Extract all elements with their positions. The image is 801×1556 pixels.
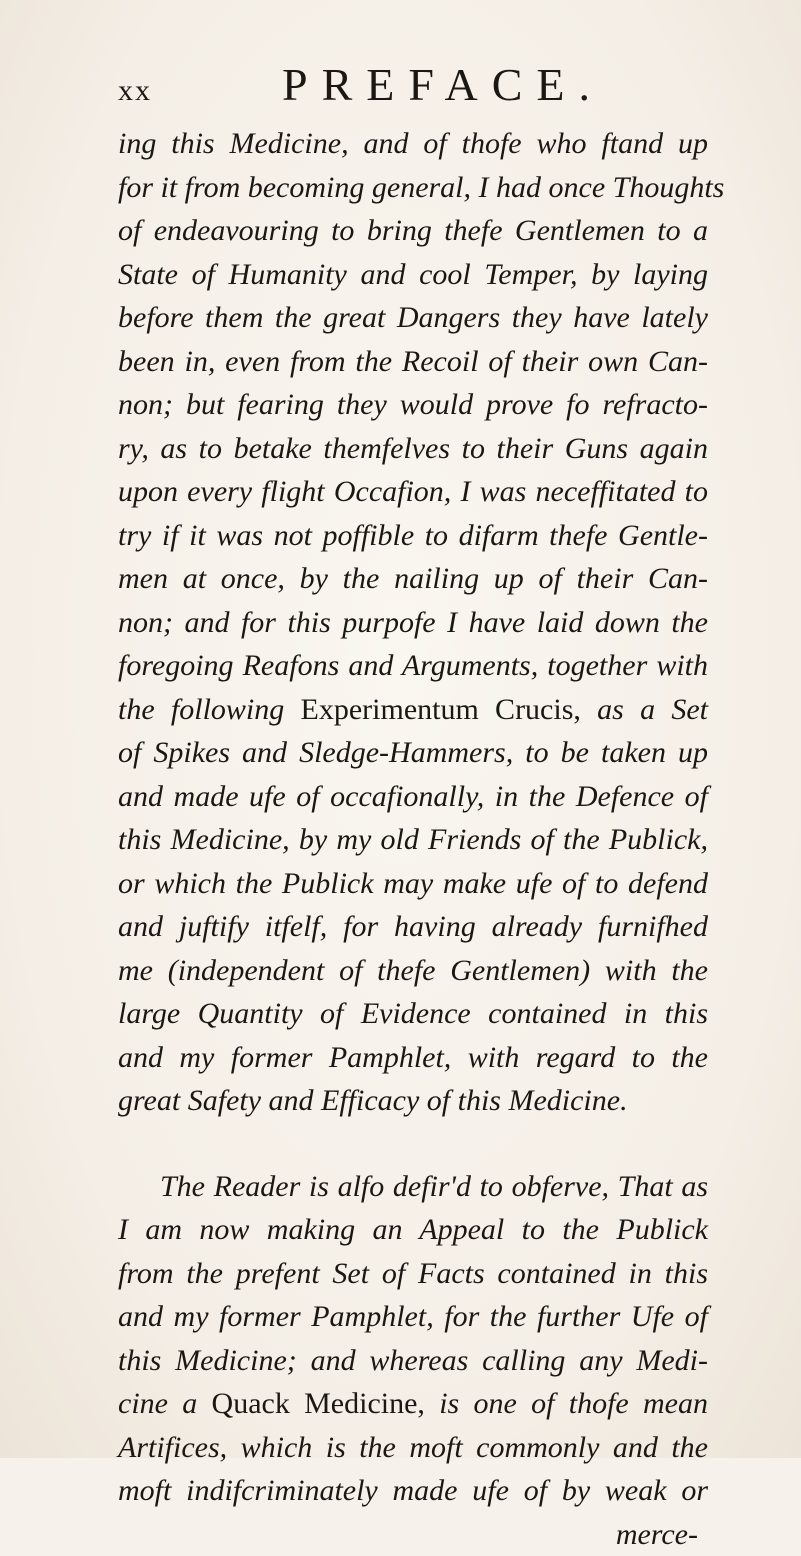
text-line: this Medicine, by my old Friends of the Publick, xyxy=(118,818,708,862)
text-line: great Safety and Efficacy of this Medicine. xyxy=(118,1079,708,1123)
text-span: cine a xyxy=(118,1387,212,1420)
text-line: non; and for this purpofe I have laid down the xyxy=(118,601,708,645)
text-line: this Medicine; and whereas calling any Medi- xyxy=(118,1339,708,1383)
text-line: for it from becoming general, I had once Thoughts xyxy=(118,166,708,210)
catchword: merce- xyxy=(118,1513,708,1556)
text-line: and made ufe of occafionally, in the Defence of xyxy=(118,775,708,819)
text-line: been in, even from the Recoil of their own Can- xyxy=(118,340,708,384)
text-line: try if it was not poffible to difarm thefe Gentle- xyxy=(118,514,708,558)
text-line: and juftify itfelf, for having already furnifhed xyxy=(118,905,708,949)
text-line: of endeavouring to bring thefe Gentlemen to a xyxy=(118,209,708,253)
text-line: and my former Pamphlet, for the further Ufe of xyxy=(118,1295,708,1339)
text-line: of Spikes and Sledge-Hammers, to be taken up xyxy=(118,731,708,775)
paragraph-2 xyxy=(118,1165,708,1556)
paragraph-spacer xyxy=(118,1123,708,1165)
text-line xyxy=(118,1382,708,1426)
text-line: me (independent of thefe Gentlemen) with the xyxy=(118,949,708,993)
text-span: as a Set xyxy=(581,693,708,726)
text-line: State of Humanity and cool Temper, by laying xyxy=(118,253,708,297)
text-line: non; but fearing they would prove fo refracto- xyxy=(118,383,708,427)
text-line: Artifices, which is the moft commonly and the xyxy=(118,1426,708,1470)
text-line: upon every flight Occafion, I was neceffitated to xyxy=(118,470,708,514)
text-line: ry, as to betake themfelves to their Guns again xyxy=(118,427,708,471)
text-span: the following xyxy=(118,693,301,726)
text-span: is one of thofe mean xyxy=(425,1387,708,1420)
text-line: moft indifcriminately made ufe of by weak or xyxy=(118,1469,708,1513)
roman-phrase: Experimentum Crucis, xyxy=(301,693,581,726)
text-line: ing this Medicine, and of thofe who ftand up xyxy=(118,122,708,166)
text-line: foregoing Reafons and Arguments, together with xyxy=(118,644,708,688)
text-line: and my former Pamphlet, with regard to the xyxy=(118,1036,708,1080)
text-line: large Quantity of Evidence contained in this xyxy=(118,992,708,1036)
paragraph-1 xyxy=(118,122,708,1123)
text-line xyxy=(118,688,708,732)
page-number: xx xyxy=(118,74,152,108)
text-line: before them the great Dangers they have lately xyxy=(118,296,708,340)
running-head: PREFACE. xyxy=(282,58,604,111)
text-line: from the prefent Set of Facts contained in this xyxy=(118,1252,708,1296)
body-text xyxy=(118,122,708,1556)
text-line: I am now making an Appeal to the Publick xyxy=(118,1208,708,1252)
roman-phrase: Quack Medicine, xyxy=(212,1387,425,1420)
text-line: The Reader is alfo defir'd to obferve, That as xyxy=(118,1165,708,1209)
page-header xyxy=(118,58,678,108)
text-line: men at once, by the nailing up of their Can- xyxy=(118,557,708,601)
text-line: or which the Publick may make ufe of to defend xyxy=(118,862,708,906)
